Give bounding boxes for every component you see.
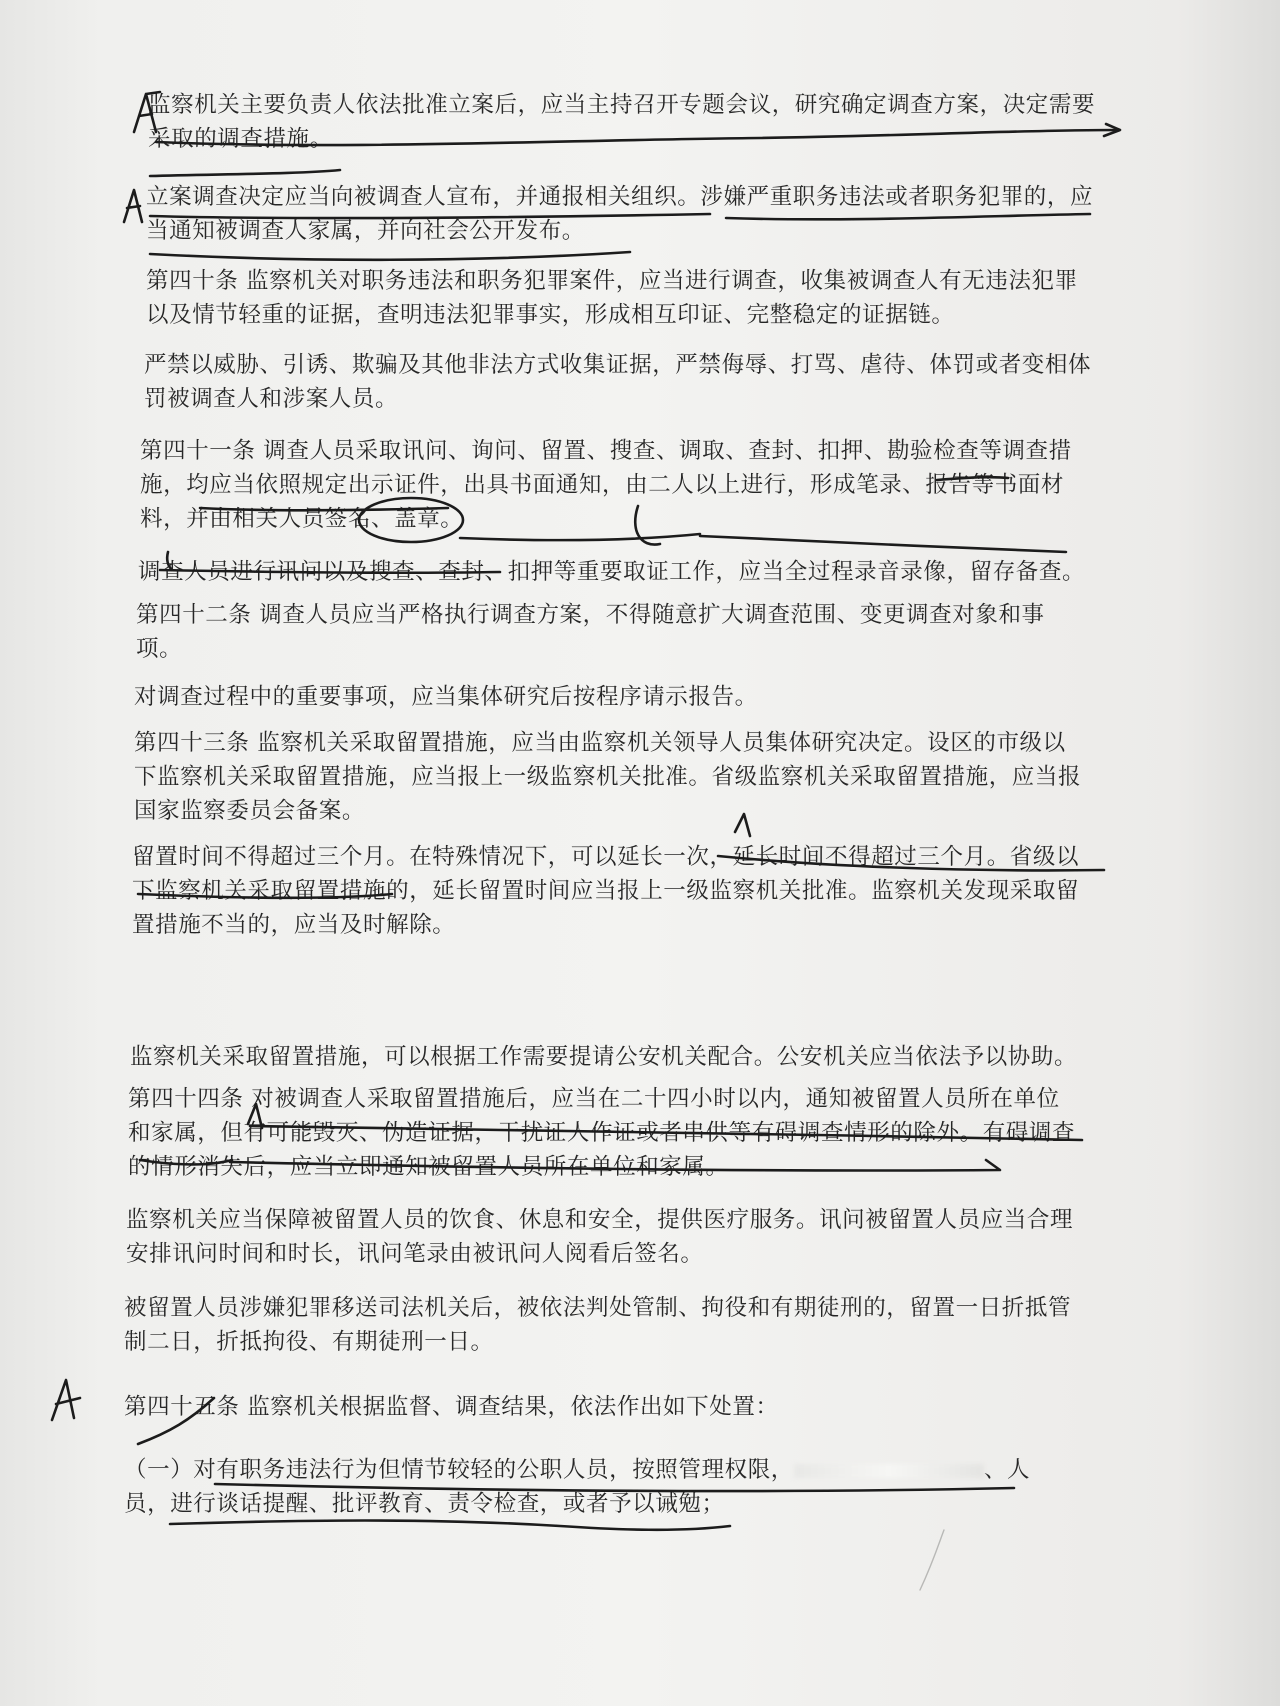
text-line: 第四十四条 对被调查人采取留置措施后，应当在二十四小时以内，通知被留置人员所在单位 <box>128 1086 1060 1112</box>
text-line: 下监察机关采取留置措施，应当报上一级监察机关批准。省级监察机关采取留置措施，应当报 <box>134 764 1082 790</box>
text-line: 施，均应当依照规定出示证件，出具书面通知，由二人以上进行，形成笔录、报告等书面材 <box>140 472 1065 498</box>
text-line: 采取的调查措施。 <box>148 126 333 152</box>
paragraph <box>124 1453 1030 1521</box>
text-line: 第四十二条 调查人员应当严格执行调查方案，不得随意扩大调查范围、变更调查对象和事 <box>136 602 1045 628</box>
paragraph <box>146 180 1093 248</box>
text-line <box>124 1453 1030 1487</box>
text-line: 的情形消失后，应当立即通知被留置人员所在单位和家属。 <box>128 1154 729 1180</box>
paragraph <box>124 1291 1071 1359</box>
paragraph <box>136 598 1045 666</box>
redacted-region <box>794 1464 984 1478</box>
paragraph <box>128 1082 1075 1184</box>
text-line: 立案调查决定应当向被调查人宣布，并通报相关组织。涉嫌严重职务违法或者职务犯罪的，应 <box>146 184 1094 210</box>
text-segment: （一）对有职务违法行为但情节较轻的公职人员，按照管理权限， <box>124 1457 794 1483</box>
text-line: 严禁以威胁、引诱、欺骗及其他非法方式收集证据，严禁侮辱、打骂、虐待、体罚或者变相体 <box>144 352 1092 378</box>
paragraph <box>138 555 1085 589</box>
text-line: 和家属，但有可能毁灭、伪造证据，干扰证人作证或者串供等有碍调查情形的除外。有碍调查 <box>128 1120 1076 1146</box>
paragraph <box>144 348 1091 416</box>
text-line: 监察机关主要负责人依法批准立案后，应当主持召开专题会议，研究确定调查方案，决定需要 <box>148 92 1096 118</box>
text-line: 制二日，折抵拘役、有期徒刑一日。 <box>124 1329 494 1355</box>
text-line: 留置时间不得超过三个月。在特殊情况下，可以延长一次，延长时间不得超过三个月。省级以 <box>132 844 1080 870</box>
text-line: 第四十五条 监察机关根据监督、调查结果，依法作出如下处置： <box>124 1394 779 1420</box>
paragraph <box>134 680 758 714</box>
text-line: 下监察机关采取留置措施的，延长留置时间应当报上一级监察机关批准。监察机关发现采取留 <box>132 878 1080 904</box>
text-segment: 、人 <box>983 1457 1031 1483</box>
text-line: 第四十条 监察机关对职务违法和职务犯罪案件，应当进行调查，收集被调查人有无违法犯罪 <box>146 268 1078 294</box>
paragraph <box>146 264 1078 332</box>
text-line: 被留置人员涉嫌犯罪移送司法机关后，被依法判处管制、拘役和有期徒刑的，留置一日折抵管 <box>124 1295 1072 1321</box>
text-line: 监察机关采取留置措施，可以根据工作需要提请公安机关配合。公安机关应当依法予以协助。 <box>130 1044 1078 1070</box>
text-line: 国家监察委员会备案。 <box>134 798 366 824</box>
paragraph <box>130 1040 1077 1074</box>
paragraph <box>148 88 1095 156</box>
text-line: 对调查过程中的重要事项，应当集体研究后按程序请示报告。 <box>134 684 758 710</box>
text-line: 当通知被调查人家属，并向社会公开发布。 <box>146 218 585 244</box>
text-line: 调查人员进行讯问以及搜查、查封、扣押等重要取证工作，应当全过程录音录像，留存备查。 <box>138 559 1086 585</box>
text-line: 安排讯问时间和时长，讯问笔录由被讯问人阅看后签名。 <box>126 1241 704 1267</box>
paragraph <box>134 726 1081 828</box>
text-line: 料，并由相关人员签名、盖章。 <box>140 506 464 532</box>
text-line: 第四十三条 监察机关采取留置措施，应当由监察机关领导人员集体研究决定。设区的市级以 <box>134 730 1066 756</box>
paragraph <box>126 1203 1073 1271</box>
paragraph <box>132 840 1079 942</box>
text-line: 以及情节轻重的证据，查明违法犯罪事实，形成相互印证、完整稳定的证据链。 <box>146 302 955 328</box>
paragraph <box>124 1390 779 1424</box>
text-line: 监察机关应当保障被留置人员的饮食、休息和安全，提供医疗服务。讯问被留置人员应当合理 <box>126 1207 1074 1233</box>
text-line: 置措施不当的，应当及时解除。 <box>132 912 456 938</box>
text-line: 第四十一条 调查人员采取讯问、询问、留置、搜查、调取、查封、扣押、勘验检查等调查措 <box>140 438 1072 464</box>
text-line: 项。 <box>136 636 183 662</box>
paragraph <box>140 434 1072 536</box>
text-line: 员，进行谈话提醒、批评教育、责令检查，或者予以诫勉； <box>124 1491 725 1517</box>
text-line: 罚被调查人和涉案人员。 <box>144 386 399 412</box>
